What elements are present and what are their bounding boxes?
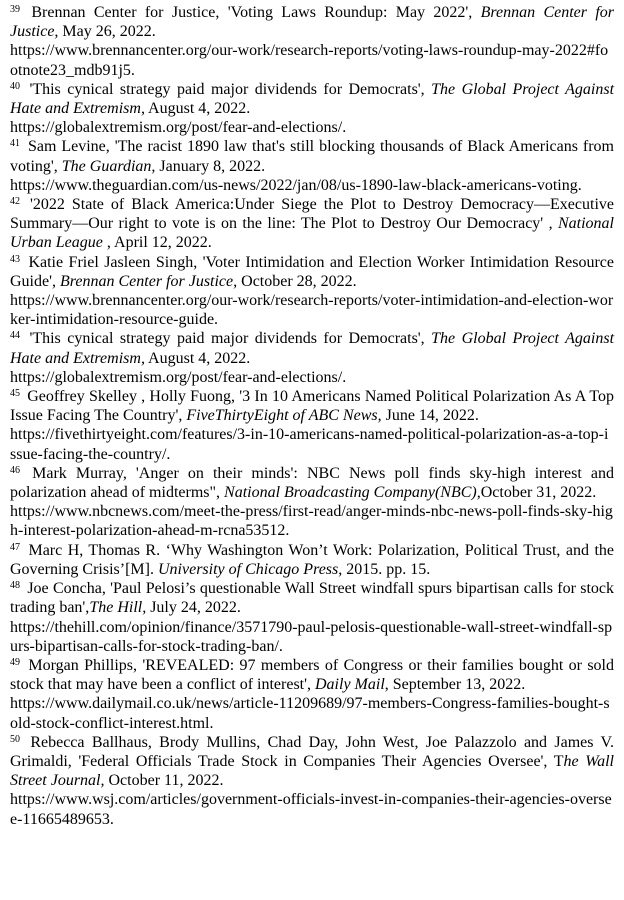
footnote-url: https://globalextremism.org/post/fear-and-elections/. xyxy=(10,368,347,386)
footnote-number: 42 xyxy=(10,196,20,208)
footnote-number: 39 xyxy=(10,4,20,15)
footnote-text: Rebecca Ballhaus, Brody Mullins, Chad Day, John West, Joe Palazzolo and James V. Grimaldi, 'Federal Officials Trade Stock in Companies Their Agencies Oversee', xyxy=(10,733,615,770)
footnote-text: Brennan Center for Justice, 'Voting Laws Roundup: May 2022', xyxy=(31,4,481,21)
footnote-45 xyxy=(10,387,614,464)
footnote-number: 50 xyxy=(10,733,20,745)
cited-source-name: Daily Mail xyxy=(315,676,385,694)
footnote-url: https://thehill.com/opinion/finance/3571790-paul-pelosis-questionable-wall-street-windfall-spurs-bipartisan-calls-for-stock-trading-ban/. xyxy=(10,618,613,655)
footnote-text: October 31, 2022. xyxy=(480,484,597,502)
footnote-number: 41 xyxy=(10,138,20,150)
footnote-number: 46 xyxy=(10,464,20,476)
footnote-text: October 28, 2022. xyxy=(237,272,357,290)
footnote-url: https://www.brennancenter.org/our-work/research-reports/voting-laws-roundup-may-2022#footnote23_mdb91j5. xyxy=(10,42,609,79)
cited-source-name: he Wall Street Journal, xyxy=(10,752,614,790)
footnote-text: T xyxy=(553,752,564,770)
cited-source-name: FiveThirtyEight of ABC News, xyxy=(186,407,382,425)
footnote-41 xyxy=(10,137,614,195)
footnote-48 xyxy=(10,579,614,656)
footnote-url: https://www.theguardian.com/us-news/2022/jan/08/us-1890-law-black-americans-voting. xyxy=(10,176,582,194)
footnote-number: 48 xyxy=(10,580,20,592)
cited-source-name: University of Chicago Press xyxy=(157,560,339,578)
footnote-number: 45 xyxy=(10,388,20,400)
footnote-number: 40 xyxy=(10,80,20,92)
footnote-text: 'This cynical strategy paid major dividends for Democrats', xyxy=(29,330,432,348)
cited-source-name: Brennan Center for Justice, xyxy=(59,272,238,290)
footnote-url: https://fivethirtyeight.com/features/3-in-10-americans-named-political-polarization-as-a-top-issue-facing-the-country/. xyxy=(10,426,609,463)
footnote-number: 43 xyxy=(10,253,20,265)
footnote-text: Morgan Phillips, 'REVEALED: 97 members of Congress or their families bought or sold stock that may have been a conflict of interest', xyxy=(10,656,614,694)
footnote-text: August 4, 2022. xyxy=(144,100,251,118)
footnote-text: Katie Friel Jasleen Singh, 'Voter Intimidation and Election Worker Intimidation Resource Guide', xyxy=(10,253,615,290)
footnote-text: October 11, 2022. xyxy=(104,772,224,790)
footnote-text: '2022 State of Black America:Under Siege the Plot to Destroy Democracy—Executive Summary—Our right to vote is on the line: The Plot to Destroy Our Democracy' , xyxy=(10,196,614,233)
footnote-text: , 2015. pp. 15. xyxy=(338,560,431,578)
footnote-50 xyxy=(10,733,614,829)
footnote-text: June 14, 2022. xyxy=(381,407,479,425)
footnote-42 xyxy=(10,195,614,253)
footnote-44 xyxy=(10,329,614,387)
cited-source-name: Brennan Center for Justice, xyxy=(10,4,615,41)
footnote-text: Marc H, Thomas R. ‘Why Washington Won’t Work: Polarization, Political Trust, and the Governing Crisis’[M]. xyxy=(10,541,615,578)
cited-source-name: The Guardian, xyxy=(61,157,156,175)
footnote-url: https://www.dailymail.co.uk/news/article-11209689/97-members-Congress-families-bought-sold-stock-conflict-interest.html. xyxy=(10,695,610,732)
footnote-40 xyxy=(10,80,614,138)
footnote-text: Joe Concha, 'Paul Pelosi’s questionable Wall Street windfall spurs bipartisan calls for stock trading ban', xyxy=(10,580,614,617)
footnote-43 xyxy=(10,253,614,330)
footnote-text: 'This cynical strategy paid major dividends for Democrats', xyxy=(29,80,432,98)
footnote-39 xyxy=(10,3,614,80)
footnote-text: July 24, 2022. xyxy=(146,599,241,617)
footnote-text: Geoffrey Skelley , Holly Fuong, '3 In 10 Americans Named Political Polarization As A Top Issue Facing The Country', xyxy=(10,388,614,425)
footnote-url: https://globalextremism.org/post/fear-and-elections/. xyxy=(10,119,347,137)
footnote-url: https://www.wsj.com/articles/government-officials-invest-in-companies-their-agencies-oversee-11665489653. xyxy=(10,791,612,828)
footnote-url: https://www.nbcnews.com/meet-the-press/first-read/anger-minds-nbc-news-poll-finds-sky-high-interest-polarization-ahead-m-rcna53512. xyxy=(10,503,613,540)
footnote-url: https://www.brennancenter.org/our-work/research-reports/voter-intimidation-and-election-worker-intimidation-resource-guide. xyxy=(10,292,614,329)
footnote-number: 49 xyxy=(10,656,20,668)
footnote-number: 44 xyxy=(10,330,20,342)
footnotes-list xyxy=(10,3,614,829)
cited-source-name: National Broadcasting Company(NBC), xyxy=(224,484,481,502)
footnote-46 xyxy=(10,464,614,541)
footnote-text: Sam Levine, 'The racist 1890 law that's still blocking thousands of Black Americans from voting', xyxy=(10,138,614,175)
footnote-text: Mark Murray, 'Anger on their minds': NBC News poll finds sky-high interest and polarization ahead of midterms", xyxy=(10,464,615,502)
footnote-text: , September 13, 2022. xyxy=(384,676,526,694)
cited-source-name: The Global Project Against Hate and Extremism, xyxy=(10,330,615,367)
footnote-49 xyxy=(10,656,614,733)
footnote-47 xyxy=(10,541,614,579)
footnote-text: August 4, 2022. xyxy=(144,349,251,367)
cited-source-name: National Urban League xyxy=(10,215,614,252)
footnote-text: May 26, 2022. xyxy=(58,23,156,41)
cited-source-name: The Global Project Against Hate and Extremism, xyxy=(10,80,615,118)
cited-source-name: The Hill, xyxy=(89,599,147,617)
footnote-number: 47 xyxy=(10,541,20,553)
footnote-text: January 8, 2022. xyxy=(155,157,266,175)
footnote-text: , April 12, 2022. xyxy=(102,234,212,252)
